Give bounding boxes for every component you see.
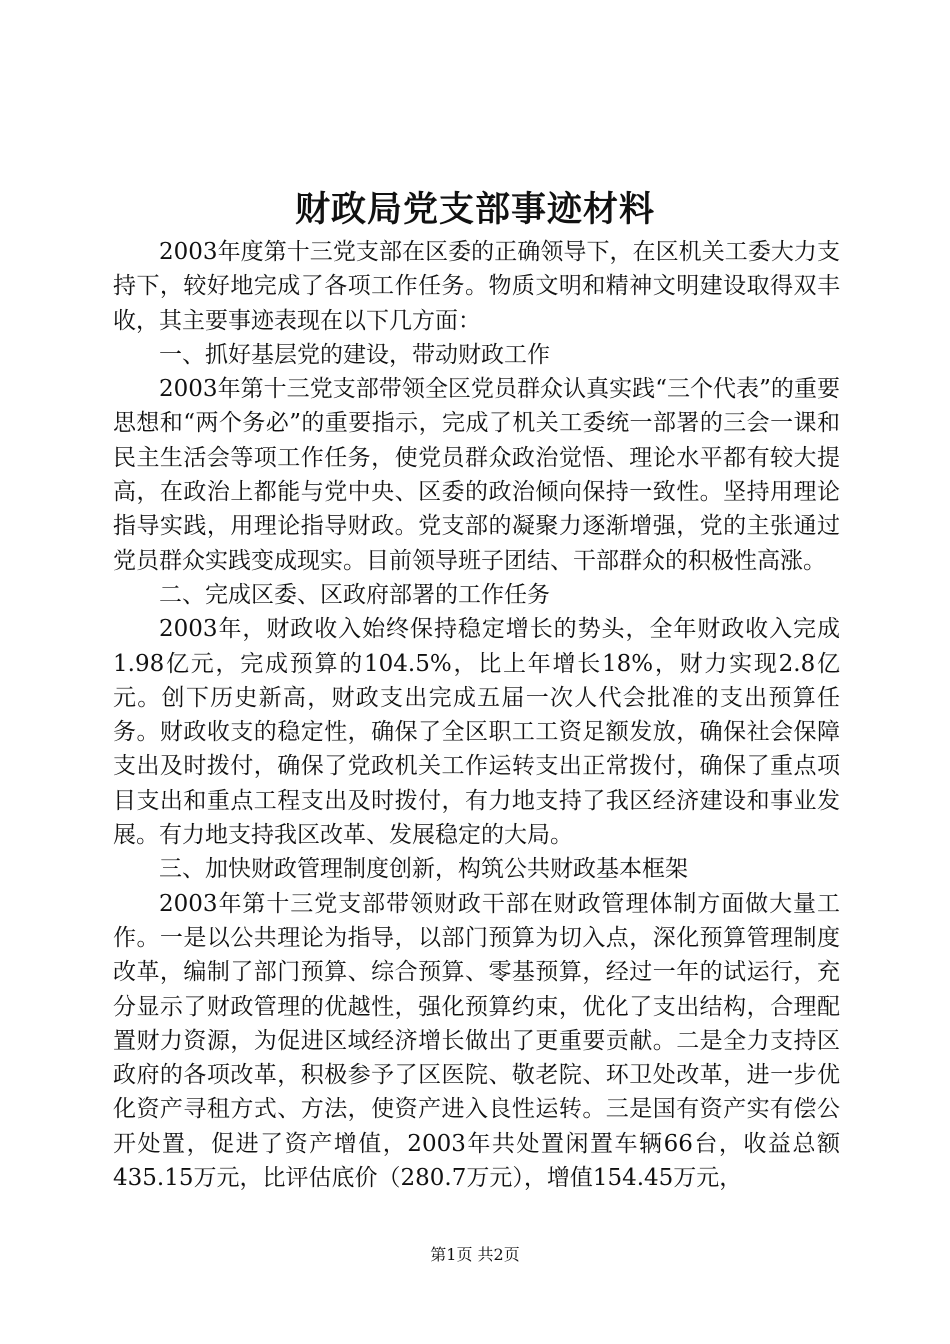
document-title: 财政局党支部事迹材料: [294, 189, 655, 230]
section-heading-2: 二、完成区委、区政府部署的工作任务: [159, 581, 550, 608]
section-paragraph-2: 2003年，财政收入始终保持稳定增长的势头，全年财政收入完成1.98亿元，完成预算的104.5%，比上年增长18%，财力实现2.8亿元。创下历史新高，财政支出完成五届一次人代会批准的支出预算任务。财政收支的稳定性，确保了全区职工工资足额发放，确保社会保障支出及时拨付，确保了党政机关工作运转支出正常拨付，确保了重点项目支出和重点工程支出及时拨付，有力地支持了我区经济建设和事业发展。有力地支持我区改革、发展稳定的大局。: [113, 616, 840, 849]
intro-paragraph: 2003年度第十三党支部在区委的正确领导下，在区机关工委大力支持下，较好地完成了各项工作任务。物质文明和精神文明建设取得双丰收，其主要事迹表现在以下几方面：: [113, 239, 840, 334]
section-paragraph-3: 2003年第十三党支部带领财政干部在财政管理体制方面做大量工作。一是以公共理论为指导，以部门预算为切入点，深化预算管理制度改革，编制了部门预算、综合预算、零基预算，经过一年的试运行，充分显示了财政管理的优越性，强化预算约束，优化了支出结构，合理配置财力资源，为促进区域经济增长做出了更重要贡献。二是全力支持区政府的各项改革，积极参予了区医院、敬老院、环卫处改革，进一步优化资产寻租方式、方法，使资产进入良性运转。三是国有资产实有偿公开处置，促进了资产增值，2003年共处置闲置车辆66台，收益总额435.15万元，比评估底价（280.7万元），增值154.45万元，: [113, 890, 840, 1192]
section-heading-1: 一、抓好基层党的建设，带动财政工作: [159, 341, 550, 368]
section-heading-3: 三、加快财政管理制度创新，构筑公共财政基本框架: [159, 856, 688, 883]
page-footer: 第1页 共2页: [430, 1245, 520, 1264]
document-body: [113, 235, 840, 1195]
section-paragraph-1: 2003年第十三党支部带领全区党员群众认真实践“三个代表”的重要思想和“两个务必”的重要指示，完成了机关工委统一部署的三会一课和民主生活会等项工作任务，使党员群众政治觉悟、理论水平都有较大提高，在政治上都能与党中央、区委的政治倾向保持一致性。坚持用理论指导实践，用理论指导财政。党支部的凝聚力逐渐增强，党的主张通过党员群众实践变成现实。目前领导班子团结、干部群众的积极性高涨。: [113, 376, 840, 574]
